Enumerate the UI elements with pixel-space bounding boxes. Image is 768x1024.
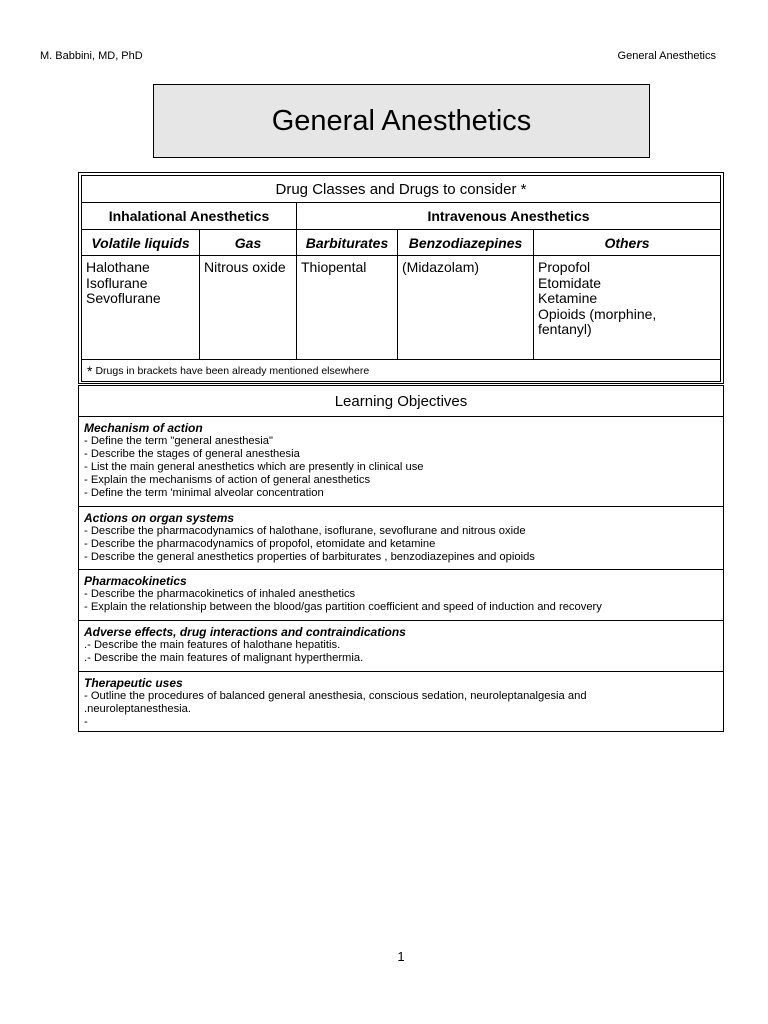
drug-table-title: Drug Classes and Drugs to consider * (81, 175, 721, 203)
group-inhalational: Inhalational Anesthetics (81, 202, 297, 230)
section-heading: Adverse effects, drug interactions and contraindications (84, 625, 406, 639)
objective-item: - Explain the relationship between the blood/gas partition coefficient and speed of induction and recovery (84, 601, 602, 613)
objective-section-pharmacokinetics (79, 570, 723, 621)
learning-objectives-table (78, 385, 724, 732)
cell-others (533, 255, 721, 360)
objective-item: - Describe the stages of general anesthesia (84, 448, 300, 460)
objective-item: - Explain the mechanisms of action of general anesthetics (84, 474, 371, 486)
page-title: General Anesthetics (153, 84, 650, 158)
column-benzodiazepines: Benzodiazepines (397, 229, 534, 256)
drug-name: Isoflurane (86, 274, 148, 291)
objective-section-mechanism (79, 417, 723, 507)
page-number: 1 (397, 949, 405, 964)
drug-table-footnote (81, 359, 721, 382)
cell-volatile-liquids (81, 255, 200, 360)
drug-name: Nitrous oxide (204, 259, 286, 275)
objective-item: .- Describe the main features of halothane hepatitis. (84, 639, 341, 651)
objective-item: - Describe the pharmacodynamics of halothane, isoflurane, sevoflurane and nitrous oxide (84, 525, 526, 537)
objective-item: - Define the term 'minimal alveolar concentration (84, 487, 324, 499)
cell-benzodiazepines (397, 255, 534, 360)
objective-item: .- Describe the main features of malignant hyperthermia. (84, 652, 364, 664)
section-heading: Actions on organ systems (84, 511, 235, 525)
drug-name: Ketamine (538, 290, 598, 306)
section-heading: Mechanism of action (84, 421, 203, 435)
column-barbiturates: Barbiturates (296, 229, 398, 256)
cell-gas (199, 255, 297, 360)
objective-section-organ-systems (79, 507, 723, 570)
objective-item: - Describe the general anesthetics properties of barbiturates , benzodiazepines and opioids (84, 551, 535, 563)
objective-item: - Define the term "general anesthesia" (84, 435, 273, 447)
drug-name: fentanyl) (538, 321, 592, 337)
drug-name: Etomidate (538, 274, 602, 291)
group-intravenous: Intravenous Anesthetics (296, 202, 721, 230)
objectives-title: Learning Objectives (79, 386, 723, 417)
header-topic: General Anesthetics (617, 50, 716, 62)
column-volatile-liquids: Volatile liquids (81, 229, 200, 256)
drug-name: (Midazolam) (402, 259, 480, 275)
column-others: Others (533, 229, 721, 256)
drug-name: Halothane (86, 259, 150, 275)
objective-item: - Describe the pharmacokinetics of inhaled anesthetics (84, 588, 356, 600)
drug-name: Sevoflurane (86, 290, 161, 306)
column-gas: Gas (199, 229, 297, 256)
objective-item: .neuroleptanesthesia. (84, 703, 191, 715)
objective-item: - List the main general anesthetics which are presently in clinical use (84, 461, 424, 473)
drug-name: Propofol (538, 259, 591, 275)
drug-classes-table (78, 172, 724, 384)
section-heading: Therapeutic uses (84, 676, 183, 690)
footnote-text: Drugs in brackets have been already mentioned elsewhere (95, 364, 370, 377)
objective-section-adverse-effects (79, 621, 723, 672)
objective-item: - Describe the pharmacodynamics of propofol, etomidate and ketamine (84, 538, 436, 550)
objective-item: - (84, 716, 88, 728)
drug-name: Opioids (morphine, (538, 305, 657, 322)
section-heading: Pharmacokinetics (84, 574, 187, 588)
footnote-marker: * (87, 362, 93, 379)
objective-item: - Outline the procedures of balanced general anesthesia, conscious sedation, neuroleptanalgesia and (84, 690, 587, 702)
objective-section-therapeutic-uses (79, 672, 723, 732)
header-author: M. Babbini, MD, PhD (40, 50, 143, 62)
drug-name: Thiopental (301, 259, 367, 275)
cell-barbiturates (296, 255, 398, 360)
